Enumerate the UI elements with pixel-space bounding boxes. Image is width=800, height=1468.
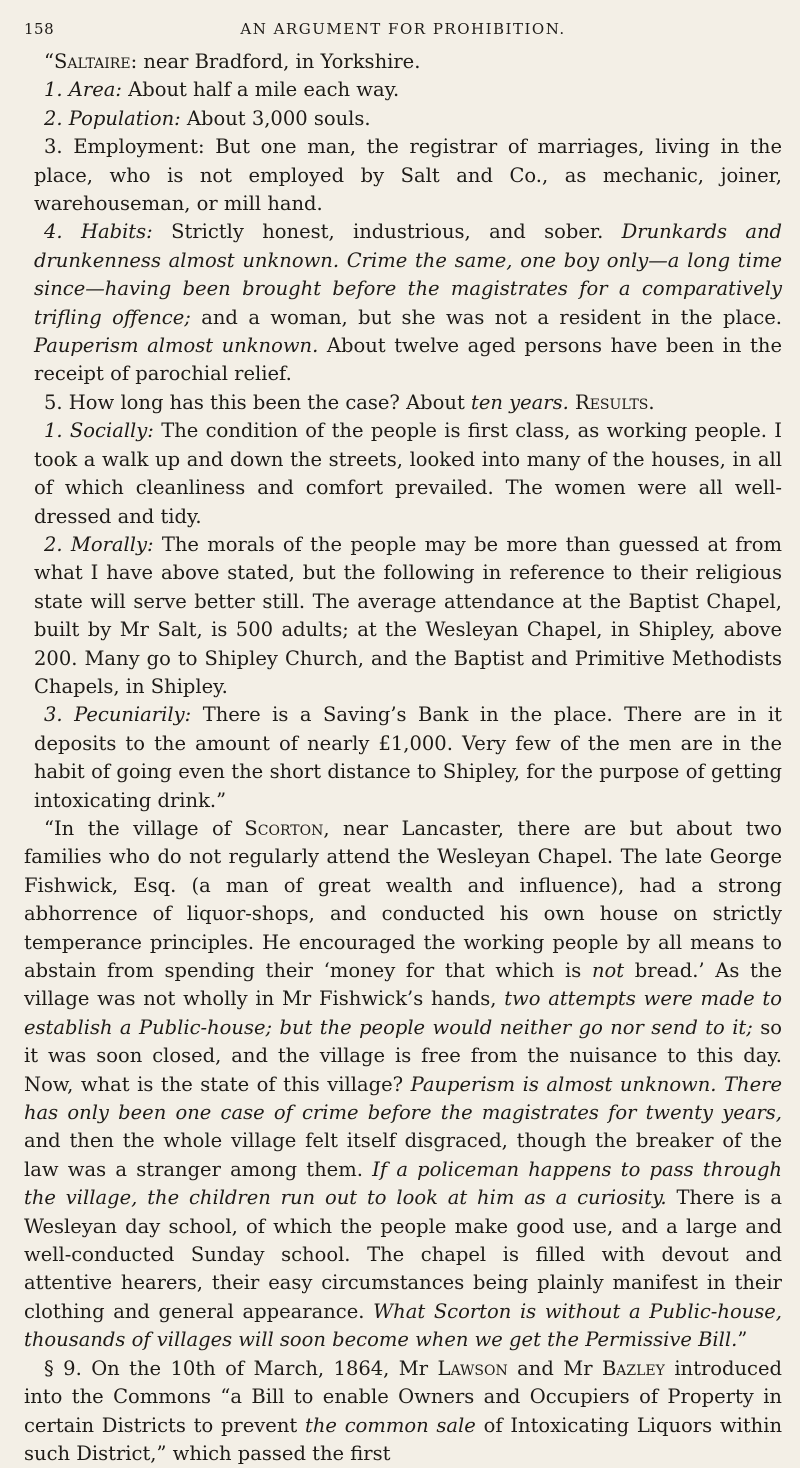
results-heading: Results.: [568, 390, 655, 414]
area-text: About half a mile each way.: [121, 78, 400, 102]
page-number: 158: [24, 20, 55, 38]
pecuniarily-label: 3. Pecuniarily:: [44, 703, 192, 727]
section9-text-d: of Intoxicating Liquors within such District,” which passed the first: [24, 1413, 783, 1465]
habits-text-a: Strictly honest, industrious, and sober.: [152, 220, 622, 244]
scorton-village-name: Scorton: [244, 816, 324, 840]
population-text: About 3,000 souls.: [180, 106, 371, 130]
section9-text-b: and Mr: [507, 1356, 602, 1380]
saltaire-title: “Saltaire: [44, 50, 131, 73]
scorton-italic-c: If a policeman happens to pass through the village, the children run out to look at him as a curiosity.: [24, 1157, 782, 1210]
saltaire-title-rest: : near Bradford, in Yorkshire.: [130, 50, 421, 73]
scorton-italic-a: two attempts were made to establish a Public-house; but the people would neither go nor send to it;: [24, 987, 782, 1039]
section9-text-a: § 9. On the 10th of March, 1864, Mr: [44, 1356, 438, 1380]
section9-text-c: introduced into the Commons “a Bill to enable Owners and Occupiers of Property in certain Districts to prevent: [24, 1356, 782, 1437]
section9-bazley: Bazley: [601, 1356, 665, 1380]
how-long-text: 5. How long has this been the case? About: [44, 390, 471, 414]
socially-label: 1. Socially:: [44, 419, 154, 443]
scorton-text-e: There is a Wesleyan day school, of which the people make good use, and a large and well-conducted Sunday school. The chapel is filled with devout and attentive hearers, their easy circumstances being plainly manifest in their clothing and general appearance.: [24, 1186, 782, 1323]
scorton-text-d: and then the whole village felt itself disgraced, though the breaker of the law was a stranger among them.: [24, 1129, 782, 1181]
scorton-text-a: , near Lancaster, there are but about two families who do not regularly attend the Wesleyan Chapel. The late George Fishwick, Esq. (a man of great wealth and influence), had a strong abhorrence of liquor-shops, and conducted his own house on strictly temperance principles. He encouraged the working people by all means to abstain from spending their ‘money for that which is: [24, 816, 783, 982]
habits-label: 4. Habits:: [44, 220, 153, 244]
scorton-intro: “In the village of: [44, 816, 245, 840]
section9-italic: the common sale: [305, 1413, 476, 1437]
section-9-paragraph: [24, 1355, 782, 1468]
scorton-paragraph: [24, 815, 782, 1355]
scorton-italic-d: What Scorton is without a Public-house, thousands of villages will soon become when we get the Permissive Bill.: [24, 1299, 782, 1352]
scorton-text-c: so it was soon closed, and the village is free from the nuisance to this day. Now, what is the state of this village?: [24, 1015, 782, 1096]
body-text: [24, 48, 782, 1468]
habits-text-c: About twelve aged persons have been in the receipt of parochial relief.: [34, 334, 782, 386]
running-title: AN ARGUMENT FOR PROHIBITION.: [240, 20, 566, 38]
scorton-text-b: bread.’ As the village was not wholly in Mr Fishwick’s hands,: [24, 959, 782, 1011]
page-header: [24, 14, 782, 48]
socially-text: The condition of the people is first class, as working people. I took a walk up and down the streets, looked into many of the houses, in all of which cleanliness and comfort prevailed. The women were all well-dressed and tidy.: [34, 419, 783, 528]
morally-text: The morals of the people may be more than guessed at from what I have above stated, but the following in reference to their religious state will serve better still. The average attendance at the Baptist Chapel, built by Mr Salt, is 500 adults; at the Wesleyan Chapel, in Shipley, above 200. Many go to Shipley Church, and the Baptist and Primitive Methodists Chapels, in Shipley.: [34, 532, 782, 698]
scorton-not: not: [591, 959, 625, 982]
saltaire-area: [24, 76, 782, 104]
scorton-close: ”: [737, 1328, 748, 1352]
population-label: 2. Population:: [44, 106, 181, 130]
saltaire-socially: [24, 417, 782, 531]
saltaire-population: [24, 105, 782, 133]
habits-text-b: and a woman, but she was not a resident in the place.: [190, 305, 782, 329]
habits-italic-a: Drunkards and drunkenness almost unknown. Crime the same, one boy only—a long time since—having been brought before the magistrates for a comparatively trifling offence;: [34, 220, 782, 329]
area-label: 1. Area:: [44, 78, 122, 102]
morally-label: 2. Morally:: [44, 532, 154, 556]
saltaire-how-long: [24, 389, 782, 417]
saltaire-heading: [24, 48, 782, 76]
scorton-italic-b: Pauperism is almost unknown. There has only been one case of crime before the magistrates for twenty years,: [24, 1072, 782, 1125]
how-long-italic: ten years.: [470, 390, 569, 414]
habits-italic-b: Pauperism almost unknown.: [34, 334, 319, 358]
saltaire-pecuniarily: [24, 701, 782, 815]
saltaire-morally: [24, 531, 782, 701]
saltaire-employment: 3. Employment: But one man, the registrar of marriages, living in the place, who is not employed by Salt and Co., as mechanic, joiner, warehouseman, or mill hand.: [34, 135, 782, 216]
pecuniarily-text: There is a Saving’s Bank in the place. There are in it deposits to the amount of nearly £1,000. Very few of the men are in the habit of going even the short distance to Shipley, for the purpose of getting intoxicating drink.”: [34, 703, 782, 812]
saltaire-habits: [24, 218, 782, 388]
section9-lawson: Lawson: [437, 1356, 508, 1380]
